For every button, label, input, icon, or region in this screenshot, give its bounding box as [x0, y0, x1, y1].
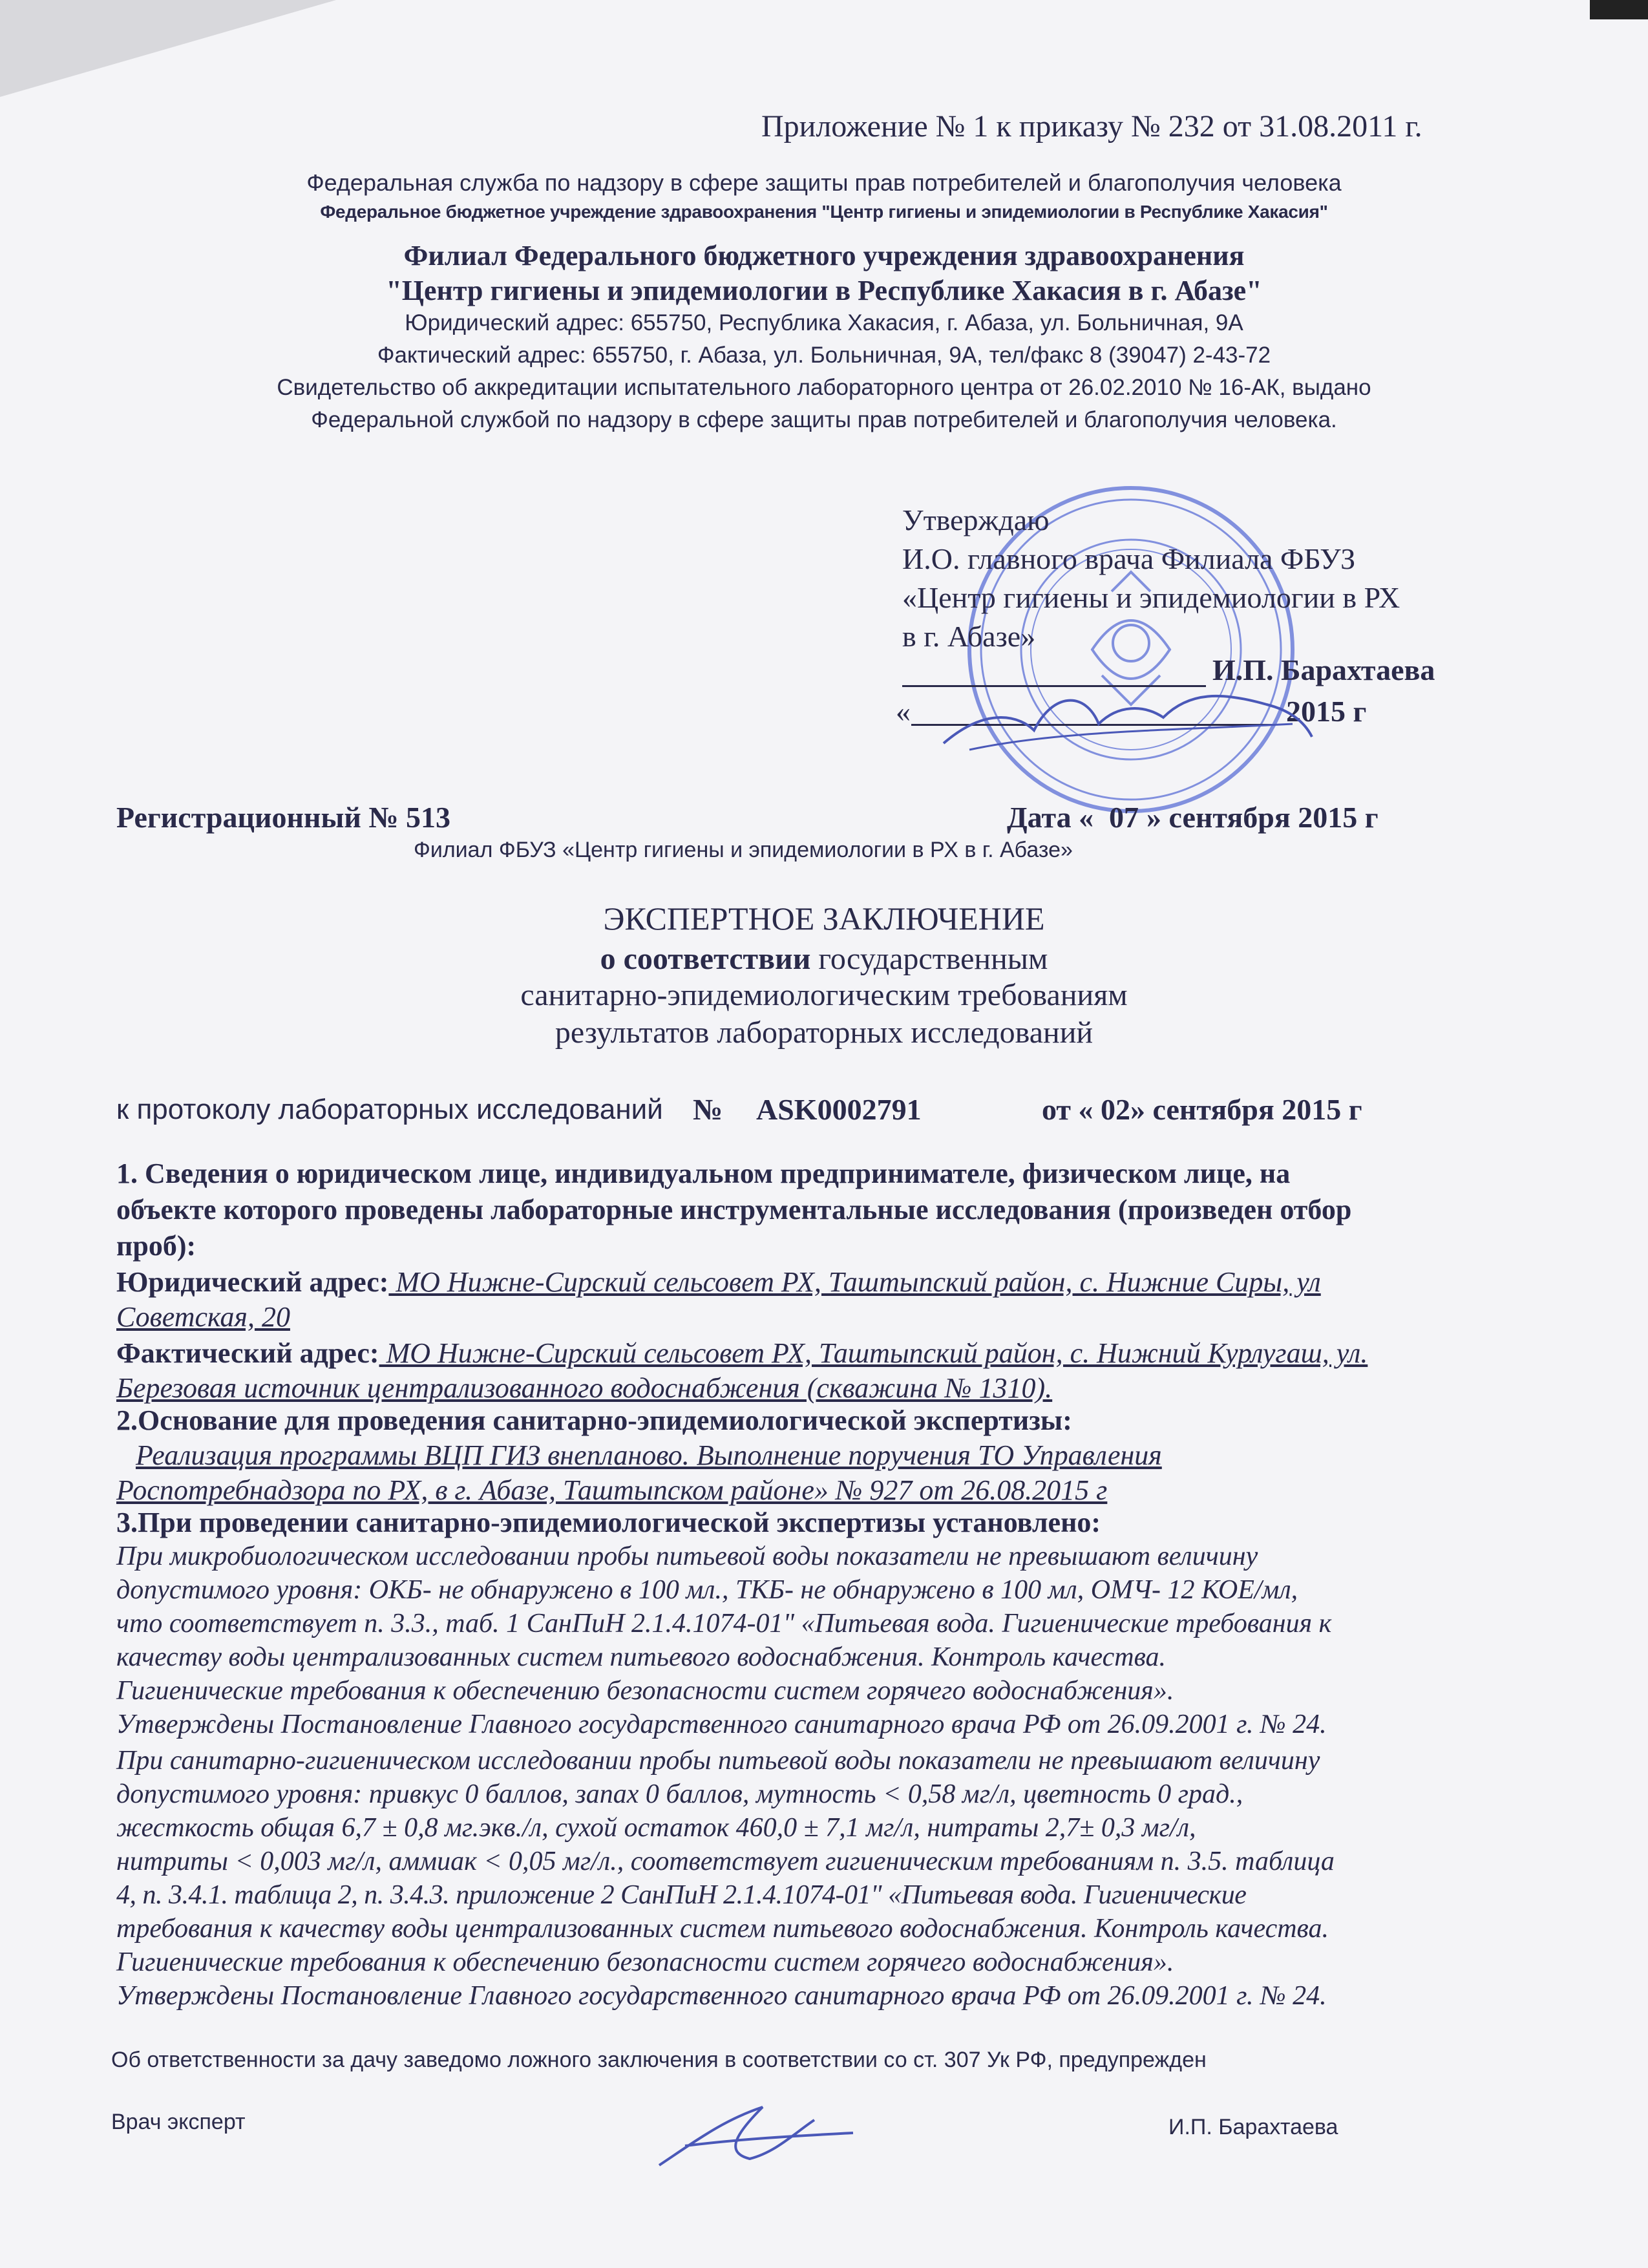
registration-number: 513	[406, 801, 450, 834]
scan-corner-edge	[1590, 0, 1648, 19]
actual-address-value-2: Березовая источник централизованного водоснабжения (скважина № 1310).	[116, 1372, 1053, 1404]
section3-p1-l2: допустимого уровня: ОКБ- не обнаружено в 100 мл., ТКБ- не обнаружено в 100 мл, ОМЧ- 12 КОЕ/мл,	[116, 1575, 1298, 1605]
registration-date-label: Дата «	[1007, 801, 1094, 834]
registration-date-rest: » сентября 2015 г	[1146, 801, 1379, 834]
section3-p1-l6: Утверждены Постановление Главного государственного санитарного врача РФ от 26.09.2001 г. № 24.	[116, 1710, 1327, 1739]
expert-handwritten-signature	[646, 2094, 866, 2185]
protocol-number: ASK0002791	[756, 1093, 922, 1126]
legal-address-value: МО Нижне-Сирский сельсовет РХ, Таштыпский район, с. Нижние Сиры, ул	[388, 1266, 1321, 1298]
legal-address-label: Юридический адрес:	[116, 1266, 389, 1298]
section3-p2-l6: требования к качеству воды централизованных систем питьевого водоснабжения. Контроль качества.	[116, 1914, 1329, 1944]
section3-p2-l8: Утверждены Постановление Главного государственного санитарного врача РФ от 26.09.2001 г. № 24.	[116, 1981, 1327, 2011]
header-accreditation-issuer: Федеральной службой по надзору в сфере защиты прав потребителей и благополучия человека.	[311, 407, 1337, 432]
registration-day: 07	[1109, 801, 1139, 834]
section3-p2-l5: 4, п. 3.4.1. таблица 2, п. 3.4.3. приложение 2 СанПиН 2.1.4.1074-01" «Питьевая вода. Гигиенические	[116, 1880, 1247, 1910]
approval-line-2: И.О. главного врача Филиала ФБУЗ	[902, 542, 1356, 575]
actual-address-label: Фактический адрес:	[116, 1337, 379, 1369]
section3-p1-l4: качеству воды централизованных систем питьевого водоснабжения. Контроль качества.	[116, 1642, 1167, 1672]
appendix-note: Приложение № 1 к приказу № 232 от 31.08.2011 г.	[761, 109, 1422, 143]
approval-line-3: «Центр гигиены и эпидемиологии в РХ	[902, 581, 1400, 614]
expert-role: Врач эксперт	[111, 2110, 246, 2134]
registration-label: Регистрационный №	[116, 801, 399, 834]
actual-address-value: МО Нижне-Сирский сельсовет РХ, Таштыпский район, с. Нижний Курлугаш, ул.	[379, 1337, 1368, 1369]
section3-p2-l7: Гигиенические требования к обеспечению безопасности систем горячего водоснабжения».	[116, 1947, 1174, 1977]
protocol-number-sign: №	[693, 1093, 723, 1126]
approval-line-4: в г. Абазе»	[902, 620, 1036, 653]
section3-p2-l4: нитриты < 0,003 мг/л, аммиак < 0,05 мг/л., соответствует гигиеническим требованиям п. 3.5. таблица	[116, 1847, 1335, 1876]
section3-p2-l1: При санитарно-гигиеническом исследовании пробы питьевой воды показатели не превышают величину	[116, 1746, 1320, 1775]
section3-p1-l5: Гигиенические требования к обеспечению безопасности систем горячего водоснабжения».	[116, 1676, 1174, 1706]
section1-heading-l1: 1. Сведения о юридическом лице, индивидуальном предпринимателе, физическом лице, на	[116, 1158, 1291, 1189]
section2-heading: 2.Основание для проведения санитарно-эпидемиологической экспертизы:	[116, 1404, 1072, 1436]
registration-branch: Филиал ФБУЗ «Центр гигиены и эпидемиологии в РХ в г. Абазе»	[414, 838, 1073, 862]
actual-address-row	[116, 1337, 1454, 1370]
section3-p2-l2: допустимого уровня: привкус 0 баллов, запах 0 баллов, мутность < 0,58 мг/л, цветность 0 град.,	[116, 1779, 1243, 1809]
header-line-1: Федеральная служба по надзору в сфере защиты прав потребителей и благополучия человека	[306, 169, 1342, 196]
section3-p2-l3: жесткость общая 6,7 ± 0,8 мг.экв./л, сухой остаток 460,0 ± 7,1 мг/л, нитраты 2,7± 0,3 мг/л,	[116, 1813, 1196, 1843]
section3-heading: 3.При проведении санитарно-эпидемиологической экспертизы установлено:	[116, 1507, 1101, 1538]
legal-address-row	[116, 1266, 1454, 1298]
scan-corner-fold	[0, 0, 336, 97]
approval-year: 2015 г	[1286, 695, 1367, 728]
approval-date-quote: «	[896, 695, 911, 728]
section1-heading-l3: проб):	[116, 1230, 196, 1262]
approval-line-1: Утверждаю	[902, 503, 1050, 536]
protocol-label: к протоколу лабораторных исследований	[116, 1094, 663, 1125]
approval-handwritten-signature	[931, 666, 1318, 776]
document-subtitle-2: санитарно-эпидемиологическим требованиям	[520, 978, 1128, 1012]
section2-basis-l1: Реализация программы ВЦП ГИЗ внепланово. Выполнение поручения ТО Управления	[136, 1439, 1162, 1471]
header-actual-address: Фактический адрес: 655750, г. Абаза, ул. Больничная, 9А, тел/факс 8 (39047) 2-43-72	[377, 343, 1271, 368]
section3-p1-l3: что соответствует п. 3.3., таб. 1 СанПиН 2.1.4.1074-01" «Питьевая вода. Гигиенические требования к	[116, 1609, 1332, 1638]
liability-statement: Об ответственности за дачу заведомо ложного заключения в соответствии со ст. 307 Ук РФ, предупрежден	[111, 2048, 1207, 2072]
section2-basis-l2: Роспотребнадзора по РХ, в г. Абазе, Таштыпском районе» № 927 от 26.08.2015 г	[116, 1474, 1108, 1506]
document-subtitle-3: результатов лабораторных исследований	[555, 1015, 1093, 1050]
legal-address-value-2: Советская, 20	[116, 1301, 290, 1333]
header-accreditation: Свидетельство об аккредитации испытательного лабораторного центра от 26.02.2010 № 16-АК, выдано	[277, 375, 1371, 400]
section1-heading-l2: объекте которого проведены лабораторные инструментальные исследования (произведен отбор	[116, 1194, 1352, 1225]
header-line-3: Филиал Федерального бюджетного учреждения здравоохранения	[403, 240, 1245, 271]
expert-name: И.П. Барахтаева	[1168, 2115, 1338, 2139]
subtitle-rest: государственным	[810, 942, 1048, 976]
approval-name: И.П. Барахтаева	[1212, 653, 1435, 686]
subtitle-bold: о соответствии	[600, 942, 811, 976]
header-line-2: Федеральное бюджетное учреждение здравоохранения "Центр гигиены и эпидемиологии в Республике Хакасия"	[320, 202, 1328, 222]
header-legal-address: Юридический адрес: 655750, Республика Хакасия, г. Абаза, ул. Больничная, 9А	[405, 310, 1243, 335]
document-subtitle-1	[0, 941, 1648, 977]
section3-p1-l1: При микробиологическом исследовании пробы питьевой воды показатели не превышают величину	[116, 1542, 1258, 1571]
document-title: ЭКСПЕРТНОЕ ЗАКЛЮЧЕНИЕ	[603, 900, 1045, 937]
header-line-4: "Центр гигиены и эпидемиологии в Республике Хакасия в г. Абазе"	[386, 275, 1262, 306]
protocol-date: от « 02» сентября 2015 г	[1042, 1093, 1362, 1126]
